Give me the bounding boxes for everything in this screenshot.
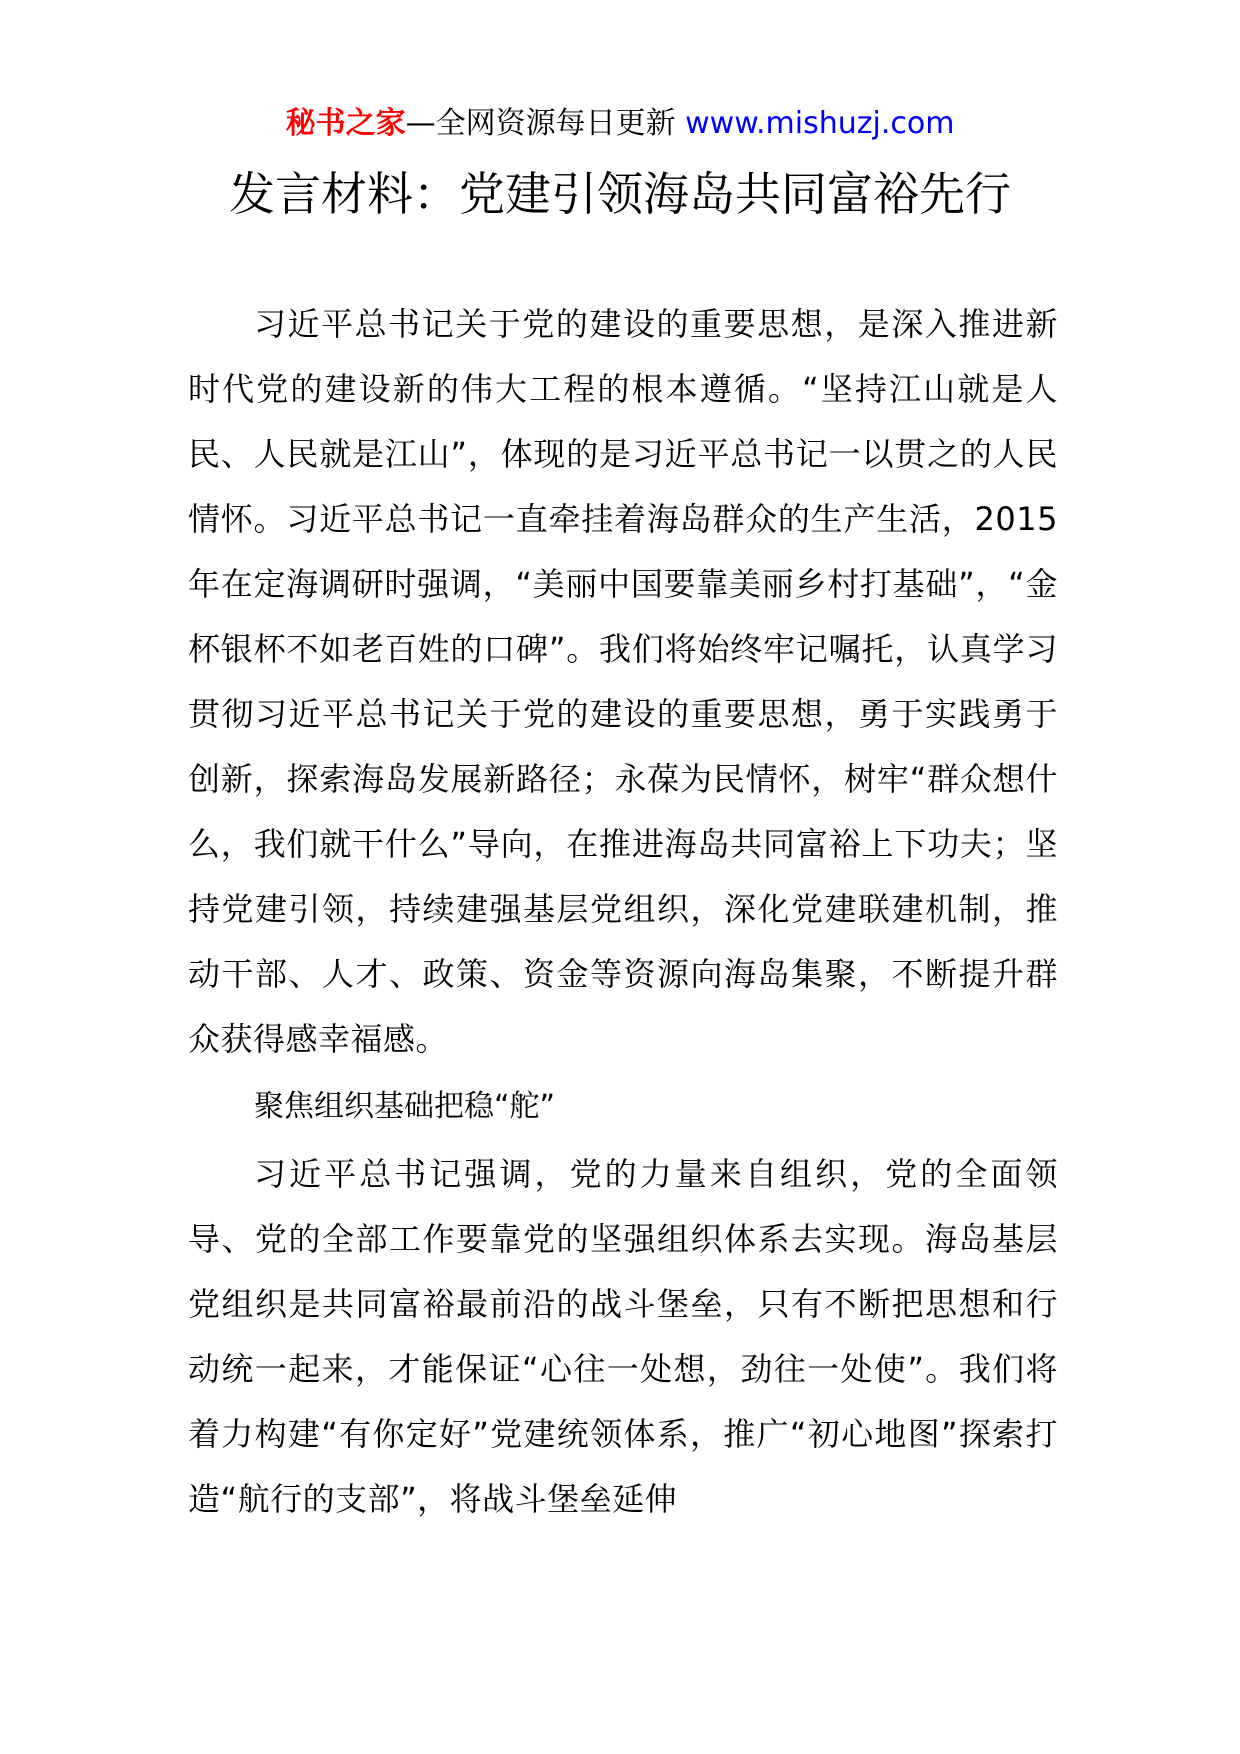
document-title: 发言材料：党建引领海岛共同富裕先行 — [229, 167, 1011, 221]
document-body — [188, 292, 1058, 1532]
paragraph-section-1: 习近平总书记强调，党的力量来自组织，党的全面领导、党的全部工作要靠党的坚强组织体系去实现。海岛基层党组织是共同富裕最前沿的战斗堡垒，只有不断把思想和行动统一起来，才能保证“心往一处想，劲往一处使”。我们将着力构建“有你定好”党建统领体系，推广“初心地图”探索打造“航行的支部”，将战斗堡垒延伸 — [188, 1155, 1058, 1518]
site-header — [0, 100, 1240, 148]
section-subheading: 聚焦组织基础把稳“舵” — [254, 1089, 556, 1124]
header-tagline: —全网资源每日更新 — [405, 106, 676, 141]
paragraph-intro: 习近平总书记关于党的建设的重要思想，是深入推进新时代党的建设新的伟大工程的根本遵循。“坚持江山就是人民、人民就是江山”，体现的是习近平总书记一以贯之的人民情怀。习近平总书记一直牵挂着海岛群众的生产生活，2015年在定海调研时强调，“美丽中国要靠美丽乡村打基础”，“金杯银杯不如老百姓的口碑”。我们将始终牢记嘱托，认真学习贯彻习近平总书记关于党的建设的重要思想，勇于实践勇于创新，探索海岛发展新路径；永葆为民情怀，树牢“群众想什么，我们就干什么”导向，在推进海岛共同富裕上下功夫；坚持党建引领，持续建强基层党组织，深化党建联建机制，推动干部、人才、政策、资金等资源向海岛集聚，不断提升群众获得感幸福感。 — [188, 305, 1058, 1058]
site-url-link[interactable]: www.mishuzj.com — [685, 106, 955, 141]
brand-name: 秘书之家 — [285, 106, 406, 141]
